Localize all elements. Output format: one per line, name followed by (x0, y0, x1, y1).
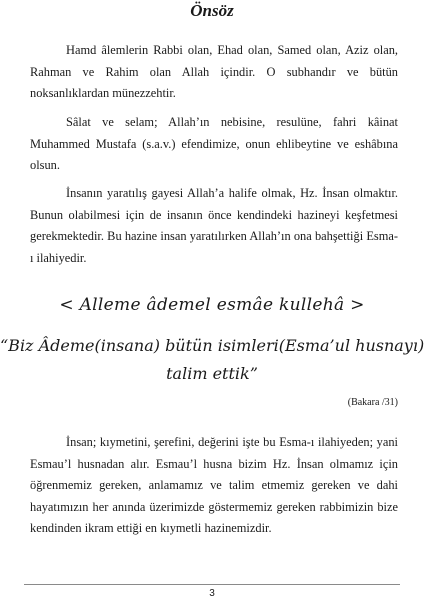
quote-translation-line2: talim ettik” (166, 364, 258, 383)
paragraph-insan-gayesi: İnsanın yaratılış gayesi Allah’a halife olmak, Hz. İnsan olmaktır. Bunun olabilmesi için de insanın önce kendindeki hazineyi keşfetmesi gerekmektedir. Bu hazine insan yaratılırken Allah’ın ona bahşettiği Esma-ı ilahiyedir. (30, 186, 398, 265)
quote-source: (Bakara /31) (347, 397, 398, 408)
page-title: Önsöz (190, 1, 234, 20)
quote-translation-line1: “Biz Âdeme(insana) bütün isimleri(Esma’ul husnayı) (0, 336, 424, 355)
paragraph-hamd: Hamd âlemlerin Rabbi olan, Ehad olan, Samed olan, Aziz olan, Rahman ve Rahim olan Allah içindir. O subhandır ve bütün noksanlıklardan münezzehtir. (30, 43, 398, 101)
quote-transliteration: < Alleme âdemel esmâe kullehâ > (59, 295, 365, 315)
footer-divider (24, 584, 400, 585)
paragraph-closing: İnsan; kıymetini, şerefini, değerini işte bu Esma-ı ilahiyeden; yani Esmau’l husnadan alır. Esmau’l husna bizim Hz. İnsan olmamız için öğrenmemiz gereken, anlamamız ve talim etmemiz gereken ve dahi hayatımızın her anında üzerimizde göstermemiz gereken rabbimizin bize kendinden ikram ettiği en kıymetli hazinemizdir. (30, 435, 398, 536)
paragraph-salat: Sâlat ve selam; Allah’ın nebisine, resulüne, fahri kâinat Muhammed Mustafa (s.a.v.) efendimize, onun ehlibeytine ve eshâbına olsun. (30, 115, 398, 173)
page-number: 3 (209, 588, 215, 599)
